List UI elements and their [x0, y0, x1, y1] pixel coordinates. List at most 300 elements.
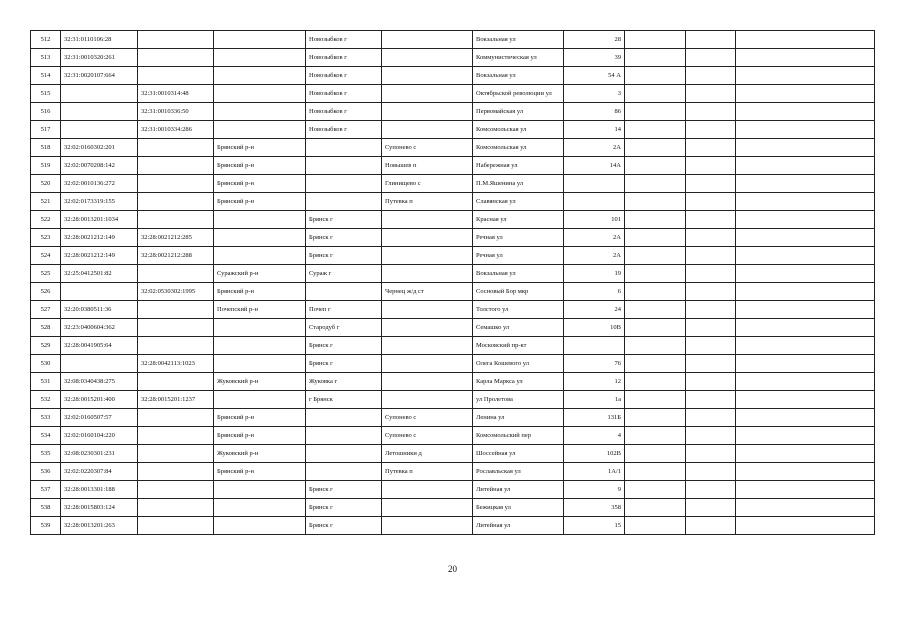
extra-col-2-cell: [686, 211, 736, 229]
extra-col-2-cell: [686, 499, 736, 517]
house-number-cell: 10В: [564, 319, 625, 337]
row-number-cell: 529: [31, 337, 61, 355]
table-row: [31, 319, 875, 337]
cadastral-number-building-cell: 32:31:0010336:50: [138, 103, 214, 121]
street-cell: Шоссейная ул: [473, 445, 564, 463]
street-cell: Славянская ул: [473, 193, 564, 211]
street-cell: Красная ул: [473, 211, 564, 229]
table-row: [31, 175, 875, 193]
table-row: [31, 301, 875, 319]
house-number-cell: 15: [564, 517, 625, 535]
extra-col-3-cell: [736, 409, 875, 427]
extra-col-2-cell: [686, 445, 736, 463]
district-cell: [214, 337, 306, 355]
cadastral-number-building-cell: [138, 463, 214, 481]
street-cell: Комсомольская ул: [473, 121, 564, 139]
street-cell: Вокзальная ул: [473, 31, 564, 49]
cadastral-number-cell: 32:20:0380511:36: [61, 301, 138, 319]
row-number-cell: 519: [31, 157, 61, 175]
table-row: [31, 211, 875, 229]
city-cell: [306, 445, 382, 463]
cadastral-number-cell: 32:31:0020107:664: [61, 67, 138, 85]
extra-col-1-cell: [625, 85, 686, 103]
cadastral-number-building-cell: [138, 49, 214, 67]
settlement-cell: [382, 247, 473, 265]
row-number-cell: 512: [31, 31, 61, 49]
cadastral-number-cell: 32:28:0041905:64: [61, 337, 138, 355]
table-row: [31, 193, 875, 211]
district-cell: Брянский р-н: [214, 463, 306, 481]
city-cell: Стародуб г: [306, 319, 382, 337]
street-cell: Толстого ул: [473, 301, 564, 319]
cadastral-number-cell: 32:28:0015803:124: [61, 499, 138, 517]
district-cell: Брянский р-н: [214, 157, 306, 175]
extra-col-3-cell: [736, 139, 875, 157]
extra-col-1-cell: [625, 175, 686, 193]
house-number-cell: 1А/1: [564, 463, 625, 481]
settlement-cell: Новышев п: [382, 157, 473, 175]
cadastral-number-cell: [61, 283, 138, 301]
row-number-cell: 514: [31, 67, 61, 85]
cadastral-number-building-cell: [138, 445, 214, 463]
house-number-cell: 2А: [564, 229, 625, 247]
city-cell: Брянск г: [306, 229, 382, 247]
settlement-cell: [382, 85, 473, 103]
street-cell: Первомайская ул: [473, 103, 564, 121]
city-cell: [306, 139, 382, 157]
table-row: [31, 409, 875, 427]
settlement-cell: Супонево с: [382, 139, 473, 157]
house-number-cell: 358: [564, 499, 625, 517]
extra-col-3-cell: [736, 67, 875, 85]
extra-col-3-cell: [736, 373, 875, 391]
house-number-cell: 1а: [564, 391, 625, 409]
extra-col-3-cell: [736, 391, 875, 409]
table-row: [31, 337, 875, 355]
cadastral-number-building-cell: [138, 499, 214, 517]
district-cell: [214, 211, 306, 229]
extra-col-1-cell: [625, 373, 686, 391]
table-row: [31, 427, 875, 445]
settlement-cell: [382, 31, 473, 49]
cadastral-number-cell: [61, 103, 138, 121]
cadastral-number-building-cell: [138, 157, 214, 175]
cadastral-number-cell: 32:25:0412501:82: [61, 265, 138, 283]
extra-col-3-cell: [736, 157, 875, 175]
extra-col-3-cell: [736, 355, 875, 373]
extra-col-3-cell: [736, 463, 875, 481]
settlement-cell: [382, 67, 473, 85]
house-number-cell: 28: [564, 31, 625, 49]
street-cell: Вокзальная ул: [473, 67, 564, 85]
district-cell: [214, 499, 306, 517]
table-row: [31, 265, 875, 283]
settlement-cell: [382, 481, 473, 499]
extra-col-2-cell: [686, 427, 736, 445]
house-number-cell: 14А: [564, 157, 625, 175]
street-cell: П.М.Яшенина ул: [473, 175, 564, 193]
district-cell: Почепский р-н: [214, 301, 306, 319]
row-number-cell: 525: [31, 265, 61, 283]
district-cell: [214, 49, 306, 67]
cadastral-number-cell: 32:31:0110106:28: [61, 31, 138, 49]
house-number-cell: 54 А: [564, 67, 625, 85]
extra-col-1-cell: [625, 355, 686, 373]
extra-col-3-cell: [736, 49, 875, 67]
house-number-cell: 131Б: [564, 409, 625, 427]
street-cell: Сосновый Бор мкр: [473, 283, 564, 301]
city-cell: [306, 463, 382, 481]
table-row: [31, 283, 875, 301]
cadastral-number-cell: 32:28:0013201:1034: [61, 211, 138, 229]
table-row: [31, 373, 875, 391]
house-number-cell: 39: [564, 49, 625, 67]
extra-col-3-cell: [736, 301, 875, 319]
city-cell: Новозыбков г: [306, 85, 382, 103]
cadastral-register-table: [30, 30, 875, 535]
city-cell: Брянск г: [306, 355, 382, 373]
cadastral-number-building-cell: [138, 67, 214, 85]
extra-col-1-cell: [625, 499, 686, 517]
district-cell: Жуковский р-н: [214, 445, 306, 463]
row-number-cell: 532: [31, 391, 61, 409]
row-number-cell: 534: [31, 427, 61, 445]
cadastral-number-building-cell: [138, 31, 214, 49]
extra-col-2-cell: [686, 229, 736, 247]
cadastral-number-cell: 32:02:0160104:220: [61, 427, 138, 445]
district-cell: [214, 481, 306, 499]
row-number-cell: 522: [31, 211, 61, 229]
table-row: [31, 355, 875, 373]
city-cell: [306, 193, 382, 211]
cadastral-number-building-cell: [138, 211, 214, 229]
cadastral-number-building-cell: [138, 517, 214, 535]
city-cell: Новозыбков г: [306, 67, 382, 85]
street-cell: Комсомольская ул: [473, 139, 564, 157]
cadastral-number-building-cell: [138, 373, 214, 391]
city-cell: Брянск г: [306, 337, 382, 355]
cadastral-number-building-cell: 32:28:0015201:1237: [138, 391, 214, 409]
district-cell: Жуковский р-н: [214, 373, 306, 391]
extra-col-2-cell: [686, 157, 736, 175]
settlement-cell: [382, 301, 473, 319]
settlement-cell: [382, 517, 473, 535]
table-row: [31, 445, 875, 463]
street-cell: Рославльская ул: [473, 463, 564, 481]
street-cell: Литейная ул: [473, 481, 564, 499]
city-cell: Брянск г: [306, 247, 382, 265]
cadastral-number-cell: 32:31:0010320:261: [61, 49, 138, 67]
table-row: [31, 85, 875, 103]
cadastral-number-cell: 32:28:0013201:263: [61, 517, 138, 535]
row-number-cell: 530: [31, 355, 61, 373]
settlement-cell: [382, 49, 473, 67]
district-cell: [214, 85, 306, 103]
district-cell: [214, 247, 306, 265]
settlement-cell: [382, 355, 473, 373]
extra-col-1-cell: [625, 31, 686, 49]
cadastral-number-building-cell: 32:31:0010334:286: [138, 121, 214, 139]
city-cell: Новозыбков г: [306, 121, 382, 139]
house-number-cell: 76: [564, 355, 625, 373]
house-number-cell: 3: [564, 85, 625, 103]
district-cell: Брянский р-н: [214, 175, 306, 193]
city-cell: Новозыбков г: [306, 103, 382, 121]
row-number-cell: 533: [31, 409, 61, 427]
street-cell: Олега Кошевого ул: [473, 355, 564, 373]
city-cell: г Брянск: [306, 391, 382, 409]
extra-col-3-cell: [736, 103, 875, 121]
street-cell: Коммунистическая ул: [473, 49, 564, 67]
row-number-cell: 513: [31, 49, 61, 67]
extra-col-1-cell: [625, 139, 686, 157]
extra-col-1-cell: [625, 391, 686, 409]
cadastral-number-cell: [61, 121, 138, 139]
table-row: [31, 499, 875, 517]
city-cell: [306, 175, 382, 193]
cadastral-number-building-cell: [138, 337, 214, 355]
extra-col-2-cell: [686, 409, 736, 427]
extra-col-1-cell: [625, 463, 686, 481]
district-cell: [214, 229, 306, 247]
row-number-cell: 535: [31, 445, 61, 463]
table-body: [31, 31, 875, 535]
district-cell: Брянский р-н: [214, 409, 306, 427]
district-cell: [214, 355, 306, 373]
extra-col-3-cell: [736, 247, 875, 265]
table-row: [31, 157, 875, 175]
house-number-cell: [564, 337, 625, 355]
extra-col-3-cell: [736, 499, 875, 517]
settlement-cell: [382, 121, 473, 139]
extra-col-2-cell: [686, 139, 736, 157]
settlement-cell: [382, 265, 473, 283]
extra-col-1-cell: [625, 103, 686, 121]
city-cell: Новозыбков г: [306, 31, 382, 49]
cadastral-number-building-cell: [138, 139, 214, 157]
city-cell: [306, 409, 382, 427]
house-number-cell: 12: [564, 373, 625, 391]
extra-col-3-cell: [736, 211, 875, 229]
city-cell: Брянск г: [306, 517, 382, 535]
row-number-cell: 527: [31, 301, 61, 319]
district-cell: [214, 319, 306, 337]
cadastral-number-building-cell: 32:28:0021212:288: [138, 247, 214, 265]
extra-col-2-cell: [686, 31, 736, 49]
house-number-cell: [564, 193, 625, 211]
table-row: [31, 463, 875, 481]
row-number-cell: 520: [31, 175, 61, 193]
table-row: [31, 247, 875, 265]
settlement-cell: [382, 499, 473, 517]
house-number-cell: 9: [564, 481, 625, 499]
settlement-cell: Путевка п: [382, 193, 473, 211]
extra-col-3-cell: [736, 283, 875, 301]
district-cell: Брянский р-н: [214, 283, 306, 301]
city-cell: Брянск г: [306, 481, 382, 499]
cadastral-number-cell: [61, 355, 138, 373]
table-row: [31, 49, 875, 67]
extra-col-2-cell: [686, 103, 736, 121]
extra-col-2-cell: [686, 175, 736, 193]
extra-col-3-cell: [736, 85, 875, 103]
extra-col-1-cell: [625, 211, 686, 229]
street-cell: Литейная ул: [473, 517, 564, 535]
settlement-cell: [382, 229, 473, 247]
cadastral-number-cell: 32:28:0021212:149: [61, 229, 138, 247]
extra-col-2-cell: [686, 481, 736, 499]
extra-col-2-cell: [686, 391, 736, 409]
house-number-cell: 86: [564, 103, 625, 121]
city-cell: Брянск г: [306, 211, 382, 229]
extra-col-3-cell: [736, 229, 875, 247]
district-cell: [214, 103, 306, 121]
cadastral-number-cell: 32:02:0220307:84: [61, 463, 138, 481]
row-number-cell: 531: [31, 373, 61, 391]
settlement-cell: [382, 211, 473, 229]
district-cell: [214, 517, 306, 535]
cadastral-number-building-cell: 32:02:0530302:1995: [138, 283, 214, 301]
cadastral-number-building-cell: [138, 301, 214, 319]
extra-col-1-cell: [625, 121, 686, 139]
extra-col-3-cell: [736, 337, 875, 355]
table-row: [31, 103, 875, 121]
settlement-cell: [382, 319, 473, 337]
cadastral-number-building-cell: [138, 265, 214, 283]
extra-col-3-cell: [736, 193, 875, 211]
extra-col-2-cell: [686, 193, 736, 211]
settlement-cell: Путевка п: [382, 463, 473, 481]
extra-col-3-cell: [736, 265, 875, 283]
extra-col-1-cell: [625, 265, 686, 283]
extra-col-3-cell: [736, 121, 875, 139]
extra-col-2-cell: [686, 283, 736, 301]
table-row: [31, 391, 875, 409]
cadastral-number-cell: [61, 85, 138, 103]
cadastral-number-cell: 32:28:0021212:149: [61, 247, 138, 265]
table-row: [31, 481, 875, 499]
settlement-cell: Супонево с: [382, 409, 473, 427]
cadastral-number-building-cell: 32:28:0021212:285: [138, 229, 214, 247]
street-cell: Набережная ул: [473, 157, 564, 175]
table-row: [31, 121, 875, 139]
extra-col-1-cell: [625, 247, 686, 265]
house-number-cell: 19: [564, 265, 625, 283]
extra-col-3-cell: [736, 319, 875, 337]
settlement-cell: Чернец ж/д ст: [382, 283, 473, 301]
extra-col-1-cell: [625, 283, 686, 301]
row-number-cell: 539: [31, 517, 61, 535]
extra-col-1-cell: [625, 301, 686, 319]
row-number-cell: 515: [31, 85, 61, 103]
house-number-cell: [564, 175, 625, 193]
settlement-cell: [382, 391, 473, 409]
street-cell: Московский пр-кт: [473, 337, 564, 355]
house-number-cell: 101: [564, 211, 625, 229]
cadastral-number-building-cell: [138, 481, 214, 499]
city-cell: Сураж г: [306, 265, 382, 283]
cadastral-number-cell: 32:23:0400604:362: [61, 319, 138, 337]
extra-col-2-cell: [686, 49, 736, 67]
cadastral-number-cell: 32:02:0160302:201: [61, 139, 138, 157]
extra-col-1-cell: [625, 319, 686, 337]
street-cell: Комсомольский пер: [473, 427, 564, 445]
row-number-cell: 536: [31, 463, 61, 481]
settlement-cell: Глинищево с: [382, 175, 473, 193]
street-cell: Ленина ул: [473, 409, 564, 427]
city-cell: [306, 427, 382, 445]
row-number-cell: 538: [31, 499, 61, 517]
district-cell: [214, 391, 306, 409]
row-number-cell: 524: [31, 247, 61, 265]
extra-col-2-cell: [686, 85, 736, 103]
street-cell: Октябрьской революции ул: [473, 85, 564, 103]
extra-col-2-cell: [686, 337, 736, 355]
extra-col-3-cell: [736, 517, 875, 535]
house-number-cell: 14: [564, 121, 625, 139]
street-cell: Речная ул: [473, 229, 564, 247]
table-row: [31, 67, 875, 85]
extra-col-1-cell: [625, 427, 686, 445]
row-number-cell: 537: [31, 481, 61, 499]
cadastral-number-cell: 32:08:0340438:275: [61, 373, 138, 391]
extra-col-2-cell: [686, 463, 736, 481]
cadastral-number-building-cell: [138, 193, 214, 211]
extra-col-2-cell: [686, 67, 736, 85]
row-number-cell: 523: [31, 229, 61, 247]
extra-col-3-cell: [736, 445, 875, 463]
extra-col-1-cell: [625, 229, 686, 247]
row-number-cell: 521: [31, 193, 61, 211]
extra-col-3-cell: [736, 481, 875, 499]
extra-col-2-cell: [686, 121, 736, 139]
extra-col-2-cell: [686, 265, 736, 283]
extra-col-2-cell: [686, 373, 736, 391]
row-number-cell: 526: [31, 283, 61, 301]
extra-col-1-cell: [625, 517, 686, 535]
city-cell: [306, 157, 382, 175]
cadastral-number-cell: 32:08:0230301:231: [61, 445, 138, 463]
extra-col-1-cell: [625, 157, 686, 175]
settlement-cell: [382, 373, 473, 391]
cadastral-number-cell: 32:28:0013301:188: [61, 481, 138, 499]
district-cell: Брянский р-н: [214, 427, 306, 445]
extra-col-3-cell: [736, 427, 875, 445]
cadastral-number-cell: 32:02:0010136:272: [61, 175, 138, 193]
extra-col-1-cell: [625, 481, 686, 499]
district-cell: [214, 121, 306, 139]
cadastral-number-building-cell: [138, 409, 214, 427]
house-number-cell: 2А: [564, 247, 625, 265]
extra-col-2-cell: [686, 301, 736, 319]
extra-col-1-cell: [625, 49, 686, 67]
table-row: [31, 139, 875, 157]
cadastral-number-building-cell: 32:28:0042113:1023: [138, 355, 214, 373]
extra-col-1-cell: [625, 337, 686, 355]
street-cell: Семашко ул: [473, 319, 564, 337]
row-number-cell: 518: [31, 139, 61, 157]
settlement-cell: [382, 337, 473, 355]
street-cell: Вокзальная ул: [473, 265, 564, 283]
cadastral-number-cell: 32:02:0160507:57: [61, 409, 138, 427]
district-cell: Брянский р-н: [214, 139, 306, 157]
cadastral-number-cell: 32:28:0015201:400: [61, 391, 138, 409]
row-number-cell: 528: [31, 319, 61, 337]
city-cell: Новозыбков г: [306, 49, 382, 67]
district-cell: Брянский р-н: [214, 193, 306, 211]
district-cell: [214, 31, 306, 49]
street-cell: Карла Маркса ул: [473, 373, 564, 391]
